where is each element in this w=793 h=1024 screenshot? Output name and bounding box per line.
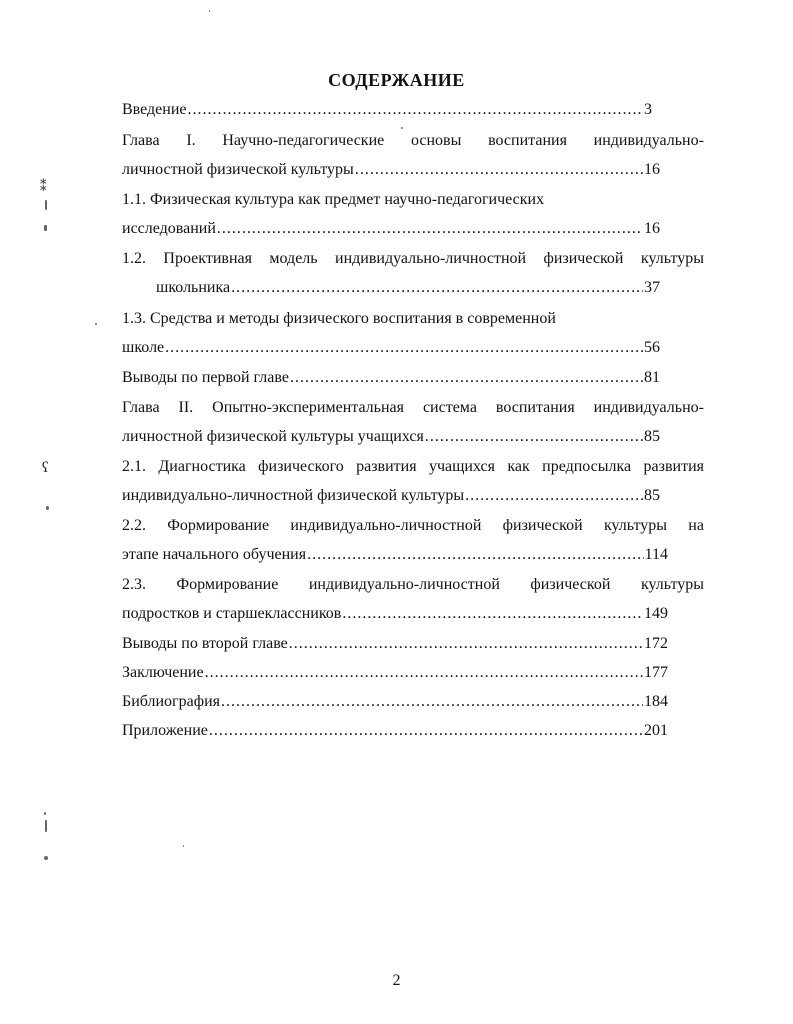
toc-entry-title: Выводы по второй главе (122, 635, 288, 652)
toc-word: 2.1. (122, 458, 146, 475)
toc-entry-bibliography[interactable] (122, 691, 668, 713)
toc-leader-dots (205, 662, 643, 684)
toc-word: развития (356, 458, 417, 475)
toc-word: физической (530, 576, 611, 593)
scan-artifact-mark: ʕ (42, 460, 49, 476)
toc-entry-title: Введение (122, 101, 187, 118)
toc-entry-chapter-2-line1[interactable] (122, 397, 704, 419)
toc-entry-2-1-line1[interactable] (122, 456, 704, 478)
toc-word: как (507, 458, 530, 475)
toc-word: индивидуально-личностной (290, 517, 482, 534)
toc-entry-title: этапе начального обучения (122, 546, 307, 563)
toc-entry-1-3[interactable] (122, 337, 660, 359)
toc-entry-title: исследований (122, 220, 216, 237)
toc-entry-chapter-1-line1[interactable] (122, 130, 704, 152)
toc-word: индивидуально- (593, 399, 704, 416)
toc-word: Проективная (163, 250, 252, 267)
toc-entry-title: индивидуально-личностной физической культуры (122, 487, 465, 504)
toc-leader-dots (425, 426, 643, 448)
toc-entry-1-1-line1[interactable]: 1.1. Физическая культура как предмет научно-педагогических (122, 191, 545, 208)
toc-entry-title: школьника (156, 279, 231, 296)
toc-word: развития (643, 458, 704, 475)
toc-word: воспитания (495, 399, 575, 416)
toc-entry-title: Библиография (122, 693, 220, 710)
toc-entry-page: 16 (644, 220, 660, 237)
toc-leader-dots (165, 337, 643, 359)
toc-leader-dots (290, 367, 643, 389)
toc-entry-appendix[interactable] (122, 720, 668, 742)
toc-entry-page: 201 (644, 722, 668, 739)
toc-word: Научно-педагогические (222, 132, 385, 149)
scan-artifact-speck (401, 127, 403, 129)
toc-entry-conclusions-1[interactable] (122, 367, 660, 389)
toc-entry-title: личностной физической культуры (122, 161, 354, 178)
toc-word: основы (410, 132, 462, 149)
toc-word: физической (543, 250, 624, 267)
toc-word: 1.2. (122, 250, 146, 267)
toc-entry-1-2-line1[interactable] (122, 248, 704, 270)
toc-entry-conclusion[interactable] (122, 662, 668, 684)
toc-word: система (422, 399, 477, 416)
toc-leader-dots (217, 218, 643, 240)
toc-leader-dots (231, 277, 643, 299)
toc-entry-chapter-1[interactable] (122, 159, 660, 181)
toc-entry-title: подростков и старшеклассников (122, 605, 342, 622)
toc-word: I. (186, 132, 196, 149)
toc-entry-page: 172 (644, 635, 668, 652)
toc-entry-title: Выводы по первой главе (122, 369, 289, 386)
scan-artifact-speck (46, 506, 49, 510)
toc-word: учащихся (428, 458, 495, 475)
toc-entry-1-3-line1[interactable]: 1.3. Средства и методы физического воспитания в современной (122, 310, 556, 327)
toc-entry-page: 37 (644, 279, 660, 296)
toc-word: 2.3. (122, 576, 146, 593)
toc-entry-page: 81 (644, 369, 660, 386)
toc-word: Глава (122, 132, 160, 149)
toc-word: Формирование (176, 576, 279, 593)
toc-word: воспитания (488, 132, 567, 149)
toc-leader-dots (307, 544, 644, 566)
toc-entry-page: 85 (644, 487, 660, 504)
toc-entry-conclusions-2[interactable] (122, 633, 668, 655)
page-number: 2 (392, 972, 401, 989)
toc-word: Глава (122, 399, 160, 416)
toc-word: физической (502, 517, 583, 534)
toc-word: II. (178, 399, 194, 416)
toc-word: модель (269, 250, 318, 267)
toc-entry-page: 177 (644, 664, 668, 681)
toc-entry-2-3-line1[interactable] (122, 574, 704, 596)
toc-word: индивидуально-личностной (308, 576, 500, 593)
toc-leader-dots (289, 633, 643, 655)
toc-leader-dots (355, 159, 643, 181)
toc-entry-title: Приложение (122, 722, 208, 739)
toc-word: Формирование (167, 517, 270, 534)
toc-word: индивидуально- (593, 132, 704, 149)
toc-word: культуры (640, 250, 704, 267)
toc-entry-2-2[interactable] (122, 544, 668, 566)
toc-word: культуры (603, 517, 667, 534)
scan-artifact-speck (44, 812, 46, 815)
toc-word: предпосылка (542, 458, 632, 475)
scan-artifact-speck (95, 323, 97, 325)
toc-entry-2-1[interactable] (122, 485, 660, 507)
toc-leader-dots (209, 720, 643, 742)
scan-artifact-speck (45, 200, 47, 210)
scan-artifact-speck (183, 845, 184, 847)
toc-word: на (688, 517, 704, 534)
toc-leader-dots (188, 99, 644, 121)
toc-entry-2-3[interactable] (122, 603, 668, 625)
toc-entry-title: личностной физической культуры учащихся (122, 428, 424, 445)
toc-entry-page: 16 (644, 161, 660, 178)
toc-entry-2-2-line1[interactable] (122, 515, 704, 537)
toc-entry-title: Заключение (122, 664, 204, 681)
toc-word: культуры (640, 576, 704, 593)
toc-entry-page: 85 (644, 428, 660, 445)
toc-leader-dots (221, 691, 643, 713)
toc-leader-dots (465, 485, 643, 507)
scan-artifact-speck (45, 820, 47, 832)
scan-artifact-speck (209, 10, 210, 12)
toc-entry-page: 3 (644, 101, 652, 118)
scan-artifact-speck (44, 856, 48, 860)
toc-word: 2.2. (122, 517, 146, 534)
scan-artifact-mark: ⁑ (40, 179, 47, 194)
toc-word: Опытно-экспериментальная (212, 399, 404, 416)
toc-word: индивидуально-личностной (335, 250, 527, 267)
toc-entry-page: 149 (644, 605, 668, 622)
toc-entry-1-1[interactable] (122, 218, 660, 240)
toc-entry-page: 184 (644, 693, 668, 710)
toc-entry-page: 114 (644, 546, 668, 563)
toc-entry-page: 56 (644, 339, 660, 356)
scan-artifact-speck (44, 225, 47, 231)
toc-word: физического (258, 458, 344, 475)
toc-leader-dots (342, 603, 643, 625)
toc-entry-1-2[interactable] (156, 277, 660, 299)
page-title: СОДЕРЖАНИЕ (328, 70, 465, 90)
toc-entry-title: школе (122, 339, 165, 356)
toc-entry-chapter-2[interactable] (122, 426, 660, 448)
toc-word: Диагностика (158, 458, 246, 475)
toc-entry-introduction[interactable] (122, 99, 652, 121)
